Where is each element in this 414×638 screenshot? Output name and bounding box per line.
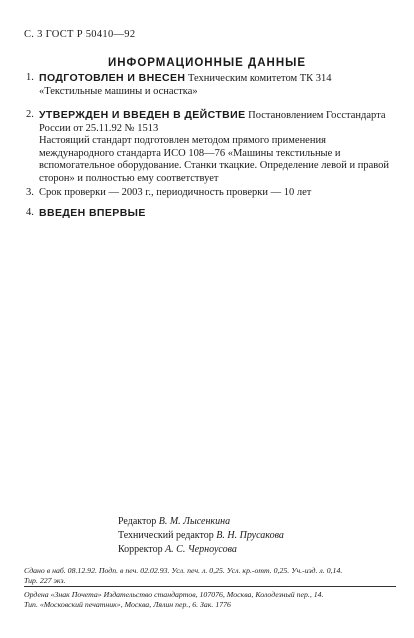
item-text: Техническим комитетом ТК 314 «Текстильные машины и оснастка» bbox=[39, 73, 332, 97]
credit-label: Корректор bbox=[118, 544, 163, 555]
section-title: ИНФОРМАЦИОННЫЕ ДАННЫЕ bbox=[107, 57, 307, 69]
credit-name: В. Н. Прусакова bbox=[216, 530, 284, 541]
info-item-3 bbox=[26, 187, 396, 200]
item-heading: ВВЕДЕН ВПЕРВЫЕ bbox=[39, 207, 146, 219]
page-header: С. 3 ГОСТ Р 50410—92 bbox=[24, 29, 136, 40]
publisher-footer bbox=[24, 590, 396, 610]
credit-label: Редактор bbox=[118, 516, 157, 527]
item-text: Срок проверки — 2003 г., периодичность проверки — 10 лет bbox=[39, 187, 312, 198]
print-imprint bbox=[24, 566, 396, 586]
item-heading: УТВЕРЖДЕН И ВВЕДЕН В ДЕЙСТВИЕ bbox=[39, 109, 246, 121]
item-number: 3. bbox=[26, 187, 34, 198]
credit-name: А. С. Черноусова bbox=[165, 544, 237, 555]
credit-tech-editor bbox=[118, 529, 284, 543]
credit-name: В. М. Лысенкина bbox=[158, 516, 231, 527]
info-item-1 bbox=[26, 72, 396, 98]
info-item-4 bbox=[26, 207, 396, 221]
imprint-line-2: Тир. 227 экз. bbox=[24, 576, 66, 585]
item-number: 2. bbox=[26, 109, 34, 120]
credit-label: Технический редактор bbox=[118, 530, 214, 541]
credit-editor bbox=[118, 515, 284, 529]
item-heading: ПОДГОТОВЛЕН И ВНЕСЕН bbox=[39, 72, 186, 84]
imprint-line-1: Сдано в наб. 08.12.92. Подп. в печ. 02.02.93. Усл. печ. л. 0,25. Усл. кр.-отт. 0,25. Уч.-изд. л. 0,14. bbox=[24, 566, 343, 575]
info-item-2 bbox=[26, 109, 396, 186]
divider bbox=[24, 586, 396, 587]
item-text: Постановлением Госстандарта России от 25.11.92 № 1513 bbox=[39, 110, 386, 134]
item-number: 4. bbox=[26, 207, 34, 218]
credits-block bbox=[118, 515, 284, 557]
footer-line-2: Тип. «Московский печатник», Москва, Лялин пер., 6. Зак. 1776 bbox=[24, 600, 231, 609]
item-number: 1. bbox=[26, 72, 34, 83]
credit-corrector bbox=[118, 543, 284, 557]
item-extra-text: Настоящий стандарт подготовлен методом прямого применения международного стандарта ИСО 108—76 «Машины текстильные и вспомогательное оборудование. Станки ткацкие. Определение левой и правой сторон» и полностью ему соответствует bbox=[39, 135, 389, 184]
footer-line-1: Ордена «Знак Почета» Издательство стандартов, 107076, Москва, Колодезный пер., 14. bbox=[24, 590, 324, 599]
